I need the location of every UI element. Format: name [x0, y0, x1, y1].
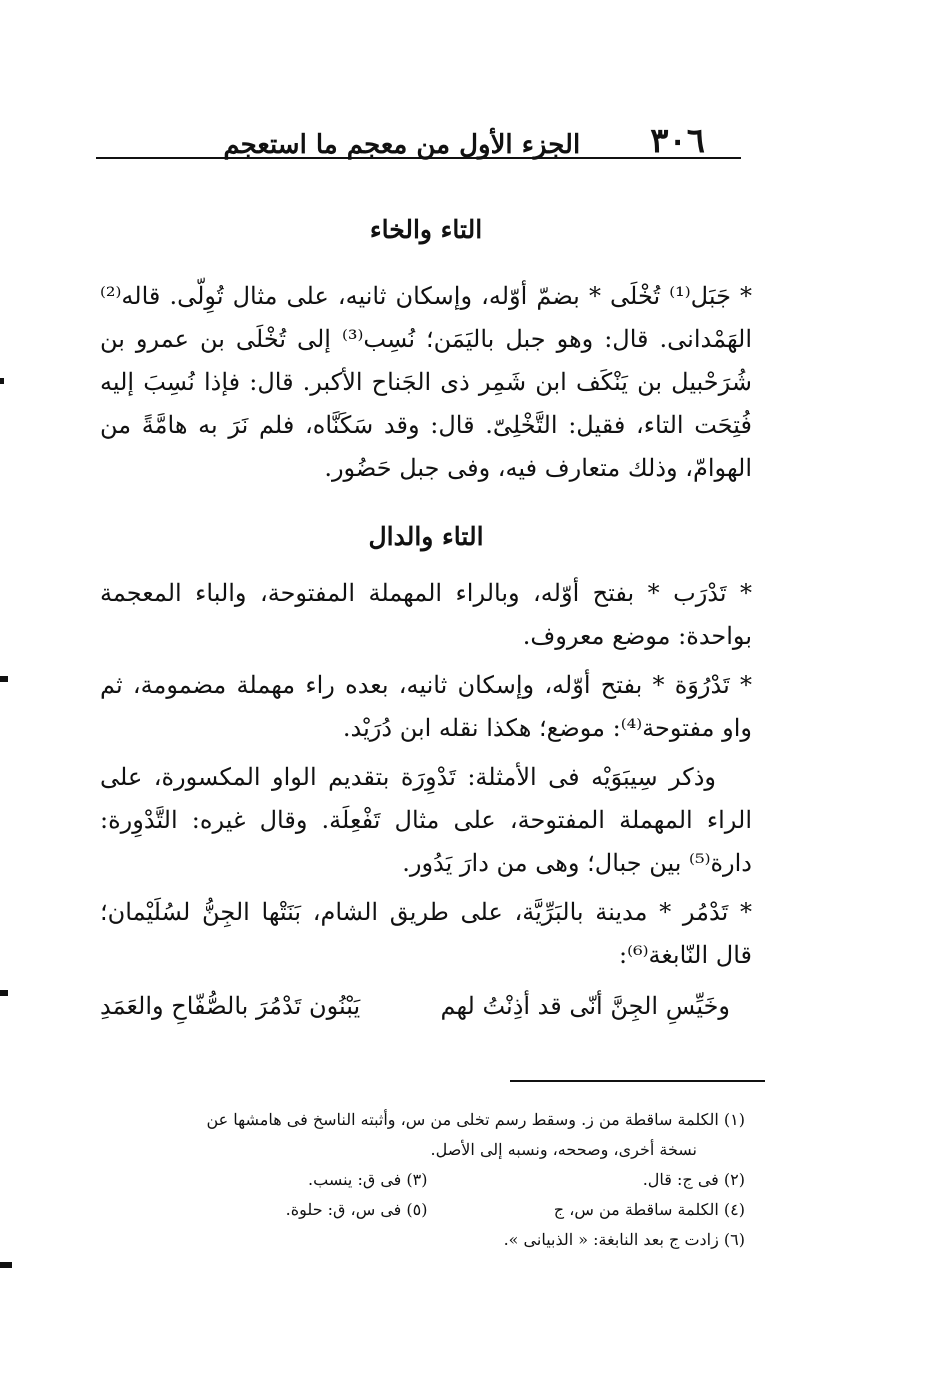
scan-edge-mark — [0, 1262, 12, 1268]
poetry-verse — [100, 983, 752, 1029]
scan-edge-mark — [0, 676, 8, 682]
entry-tadrab: * تَدْرَب * بفتح أوّله، وبالراء المهملة المفتوحة، والباء المعجمة بواحدة: موضع معروف. — [100, 579, 752, 650]
entry-tadruwa: * تَدْرُوَة * بفتح أوّله، وإسكان ثانيه، بعده راء مهملة مضمومة، ثم واو مفتوحة⁽⁴⁾: موضع؛ هكذا نقله ابن دُرَيْد. — [100, 671, 752, 742]
footnote-4: (٤) الكلمة ساقطة من س، ج — [553, 1200, 745, 1219]
header-rule — [96, 157, 741, 159]
entry-takhla: * جَبَل⁽¹⁾ تُخْلَى * بضمّ أوّله، وإسكان ثانيه، على مثال تُوِلّى. قاله⁽²⁾ الهَمْدانى. قال: وهو جبل باليَمَن؛ نُسِب⁽³⁾ إلى تُخْلَى بن عمرو بن شُرَحْبيل بن يَنْكَف ابن شَمِر ذى الجَناح الأكبر. قال: فإذا نُسِبَ إليه فُتِحَت التاء، فقيل: التَّخْلِىّ. قال: وقد سَكَنَّاه، فلم نَرَ به هامَّةً من الهوامّ، وذلك متعارف فيه، وفى جبل حَضُور. — [100, 282, 753, 482]
footnote-5: (٥) فى س، ق: حلوة. — [285, 1200, 428, 1219]
section-title-ta-kha: التاء والخاء — [369, 215, 483, 244]
verse-first-hemistich: وخَيِّسِ الجِنَّ أنّى قد أذِنْتُ لهم — [440, 992, 730, 1020]
page-header — [96, 108, 741, 161]
footnotes — [110, 1105, 745, 1255]
scan-edge-mark — [0, 378, 4, 384]
scan-edge-mark — [0, 990, 8, 996]
footnote-2: (٢) فى ج: قال. — [642, 1170, 745, 1189]
page-number: ٣٠٦ — [650, 121, 705, 161]
footnote-1-continued: نسخة أخرى، وصححه، ونسبه إلى الأصل. — [430, 1140, 697, 1159]
running-title: الجزء الأول من معجم ما استعجم — [223, 130, 581, 160]
verse-second-hemistich: يَبْنُون تَدْمُرَ بالصُّفّاحِ والعَمَدِ — [100, 992, 361, 1020]
footnote-row — [110, 1195, 745, 1225]
section-title-ta-dal: التاء والدال — [368, 522, 484, 551]
footnote-6: (٦) زادت ج بعد النابغة: « الذبيانى ». — [503, 1230, 745, 1249]
footnote-3: (٣) فى ق: ينسب. — [308, 1170, 428, 1189]
entry-tadmur: * تَدْمُر * مدينة بالبَرِّيَّة، على طريق الشام، بَنَتْها الجِنُّ لسُلَيْمان؛ قال النّابغة⁽⁶⁾: — [100, 898, 752, 969]
page-body — [100, 205, 752, 1029]
footnote-row — [110, 1165, 745, 1195]
entry-tadwira: وذكر سِيبَوَيْه فى الأمثلة: تَدْوِرَة بتقديم الواو المكسورة، على الراء المهملة المفتوحة، على مثال تَفْعِلَة. وقال غيره: التَّدْوِرة: دارة⁽⁵⁾ بين جبال؛ وهى من دارَ يَدُور. — [100, 763, 752, 877]
footnote-1: (١) الكلمة ساقطة من ز. وسقط رسم تخلى من س، وأثبته الناسخ فى هامشها عن — [206, 1110, 745, 1129]
footnote-rule — [510, 1080, 765, 1082]
